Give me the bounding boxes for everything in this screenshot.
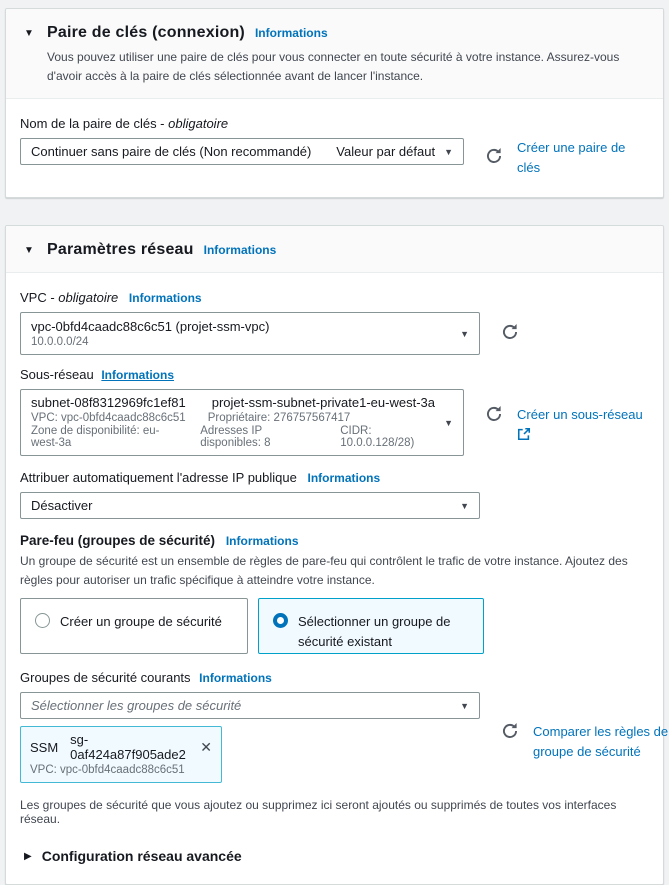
keypair-panel-header	[6, 9, 663, 99]
public-ip-info-link[interactable]: Informations	[307, 471, 381, 486]
keypair-panel	[5, 8, 664, 198]
caret-right-icon: ▶	[24, 850, 32, 862]
common-sg-label	[20, 670, 649, 685]
collapse-caret-icon[interactable]: ▼	[24, 244, 34, 256]
common-sg-placeholder: Sélectionner les groupes de sécurité	[31, 698, 242, 714]
keypair-select[interactable]	[20, 138, 464, 165]
vpc-info-link[interactable]: Informations	[128, 291, 202, 306]
vpc-select[interactable]	[20, 312, 480, 355]
vpc-select-cidr: 10.0.0.0/24	[31, 336, 89, 349]
vpc-label	[20, 290, 649, 305]
create-sg-option[interactable]	[20, 598, 248, 654]
caret-down-icon: ▼	[460, 700, 469, 711]
keypair-panel-body	[6, 99, 663, 197]
subnet-select-ips: Adresses IP disponibles: 8	[200, 425, 271, 450]
radio-unselected-icon	[35, 613, 50, 628]
keypair-info-link[interactable]: Informations	[254, 26, 328, 40]
common-sg-info-link[interactable]: Informations	[199, 671, 272, 686]
advanced-network-config-label: Configuration réseau avancée	[41, 848, 242, 865]
caret-down-icon: ▼	[444, 417, 453, 428]
keypair-panel-title: Paire de clés (connexion)	[47, 24, 245, 41]
caret-down-icon: ▼	[444, 146, 453, 157]
keypair-name-required: obligatoire	[168, 116, 229, 132]
refresh-keypair-button[interactable]	[485, 147, 503, 168]
firewall-label-text: Pare-feu (groupes de sécurité)	[20, 533, 216, 549]
subnet-select-cidr: CIDR: 10.0.0.128/28)	[340, 425, 415, 450]
select-existing-sg-option[interactable]	[258, 598, 484, 654]
vpc-label-text: VPC -	[20, 290, 55, 306]
network-info-link[interactable]: Informations	[203, 243, 277, 258]
refresh-icon	[501, 722, 519, 743]
refresh-vpc-button[interactable]	[501, 323, 519, 344]
firewall-info-link[interactable]: Informations	[225, 534, 299, 549]
security-group-chip	[20, 726, 222, 783]
subnet-select[interactable]	[20, 389, 464, 456]
external-link-icon	[517, 427, 531, 447]
firewall-description: Un groupe de sécurité est un ensemble de règles de pare-feu qui contrôlent le trafic de votre instance. Ajoutez des règles pour autoriser un trafic spécifique à atteindre votre instance.	[20, 554, 628, 587]
subnet-select-name: projet-ssm-subnet-private1-eu-west-3a	[211, 395, 435, 411]
refresh-icon	[501, 323, 519, 344]
sg-note: Les groupes de sécurité que vous ajoutez ou supprimez ici seront ajoutés ou supprimés de toutes vos interfaces réseau.	[20, 798, 617, 827]
chip-sg-vpc: VPC: vpc-0bfd4caadc88c6c51	[30, 764, 185, 777]
vpc-select-value: vpc-0bfd4caadc88c6c51 (projet-ssm-vpc)	[31, 319, 270, 335]
network-panel-body	[6, 273, 669, 884]
subnet-select-vpc: VPC: vpc-0bfd4caadc88c6c51	[31, 412, 186, 425]
create-keypair-link[interactable]: Créer une paire de clés	[517, 140, 626, 175]
chip-sg-id: sg-0af424a87f905ade2	[70, 732, 186, 763]
create-subnet-link[interactable]	[517, 405, 649, 446]
chip-sg-name: SSM	[30, 739, 59, 755]
common-sg-select[interactable]	[20, 692, 480, 719]
keypair-default-badge: Valeur par défaut	[336, 144, 436, 160]
remove-sg-button[interactable]	[192, 740, 212, 754]
vpc-required: obligatoire	[58, 290, 119, 306]
keypair-description: Vous pouvez utiliser une paire de clés pour vous connecter en toute sécurité à votre instance. Assurez-vous d'avoir accès à la paire de clés sélectionnée avant de lancer l'instance.	[47, 50, 620, 83]
public-ip-select-value: Désactiver	[31, 498, 93, 514]
network-panel-title: Paramètres réseau	[47, 241, 194, 259]
close-icon: ✕	[200, 739, 212, 756]
common-sg-label-text: Groupes de sécurité courants	[20, 670, 191, 686]
subnet-select-owner: Propriétaire: 276757567417	[207, 412, 351, 425]
create-sg-option-label: Créer un groupe de sécurité	[60, 614, 222, 630]
subnet-select-id: subnet-08f8312969fc1ef81	[31, 395, 186, 411]
compare-sg-rules-link[interactable]: Comparer les règles de groupe de sécurité	[533, 724, 669, 759]
refresh-icon	[485, 405, 503, 426]
public-ip-label	[20, 470, 649, 485]
network-panel	[5, 225, 669, 885]
keypair-name-label-text: Nom de la paire de clés -	[20, 116, 165, 132]
create-subnet-link-text: Créer un sous-réseau	[517, 407, 643, 423]
refresh-icon	[485, 147, 503, 168]
public-ip-label-text: Attribuer automatiquement l'adresse IP publique	[20, 470, 297, 486]
caret-down-icon: ▼	[460, 328, 469, 339]
collapse-caret-icon[interactable]: ▼	[24, 27, 34, 39]
refresh-subnet-button[interactable]	[485, 405, 503, 426]
subnet-label	[20, 367, 649, 382]
network-panel-header	[6, 226, 663, 273]
public-ip-select[interactable]	[20, 492, 480, 519]
select-existing-sg-option-label: Sélectionner un groupe de sécurité existant	[298, 614, 451, 649]
subnet-info-link[interactable]: Informations	[101, 368, 175, 383]
firewall-label	[20, 533, 649, 548]
advanced-network-config-toggle[interactable]	[20, 848, 649, 864]
subnet-label-text: Sous-réseau	[20, 367, 94, 383]
subnet-select-az: Zone de disponibilité: eu-west-3a	[31, 425, 160, 450]
keypair-name-label	[20, 116, 649, 131]
keypair-select-value: Continuer sans paire de clés (Non recommandé)	[31, 144, 312, 160]
caret-down-icon: ▼	[460, 500, 469, 511]
refresh-sg-button[interactable]	[501, 722, 519, 743]
radio-selected-icon	[273, 613, 288, 628]
